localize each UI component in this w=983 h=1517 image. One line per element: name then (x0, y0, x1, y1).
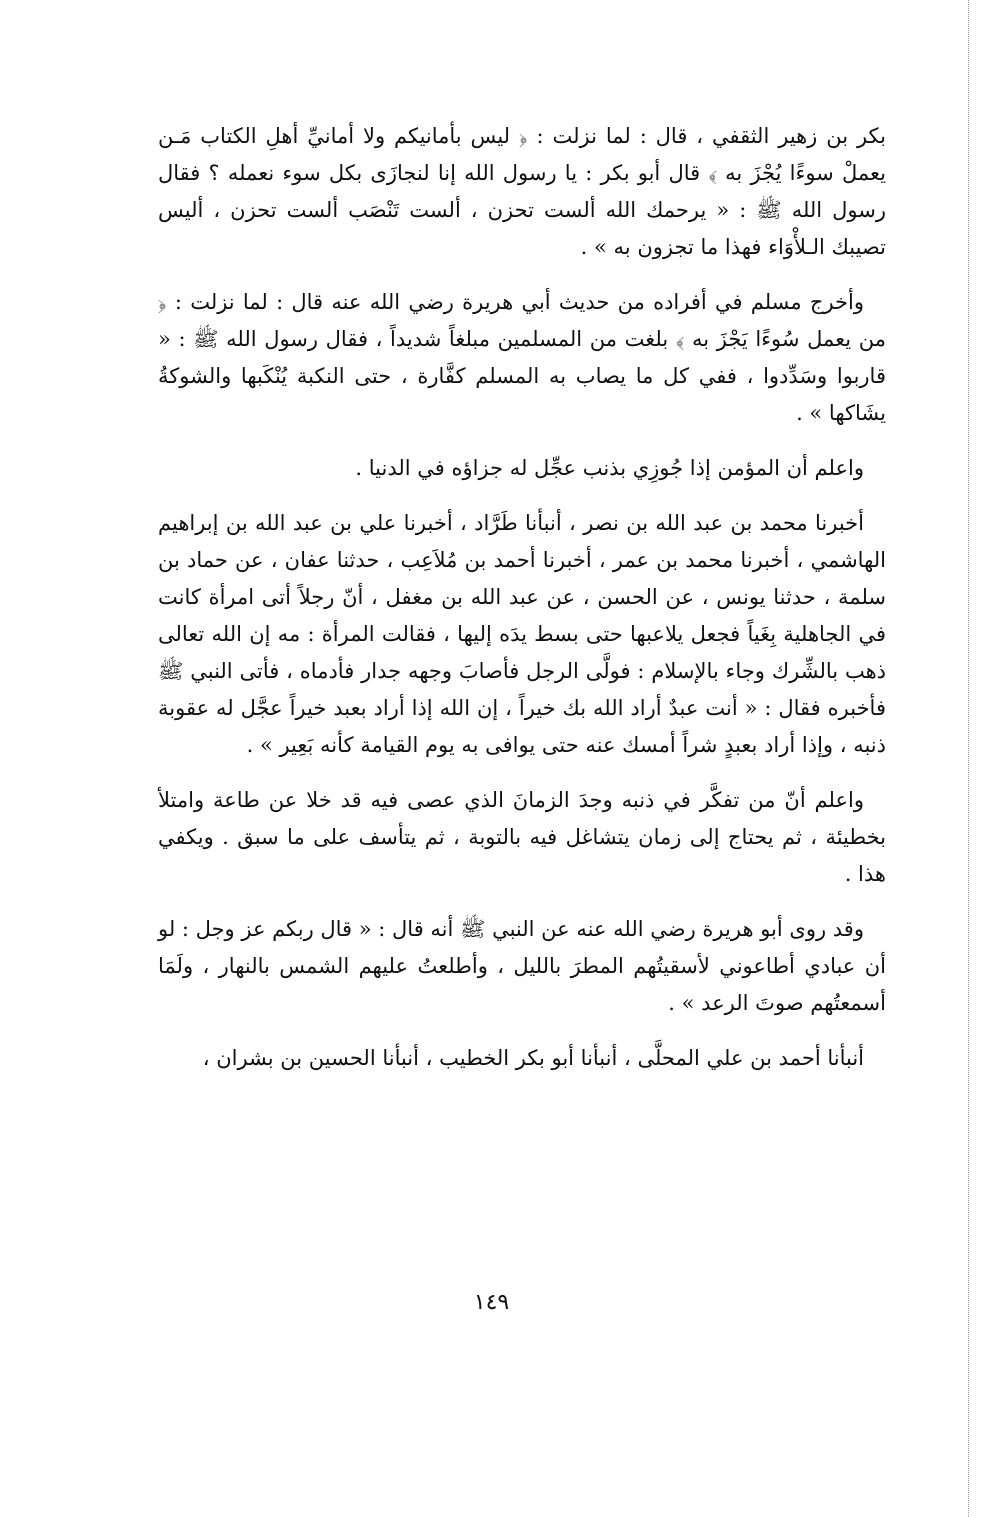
paragraph-4: أخبرنا محمد بن عبد الله بن نصر ، أنبأنا طَرَّاد ، أخبرنا علي بن عبد الله بن إبراهيم الهاشمي ، أخبرنا محمد بن عمر ، أخبرنا أحمد بن مُلاَعِب ، حدثنا عفان ، عن حماد بن سلمة ، حدثنا يونس ، عن الحسن ، عن عبد الله بن مغفل ، أنّ رجلاً أتى امرأة كانت في الجاهلية بِغَياً فجعل يلاعبها حتى بسط يدَه إليها ، فقالت المرأة : مه إن الله تعالى ذهب بالشِّرك وجاء بالإسلام : فولَّى الرجل فأصابَ وجهه جدار فأدماه ، فأتى النبي ﷺ فأخبره فقال : « أنت عبدٌ أراد الله بك خيراً ، إن الله إذا أراد بعبد خيراً عجَّل له عقوبة ذنبه ، وإذا أراد بعبدٍ شراً أمسك عنه حتى يوافى به يوم القيامة كأنه بَعِير » . (158, 511, 886, 757)
paragraph-5: واعلم أنّ من تفكَّر في ذنبه وجدَ الزمانَ الذي عصى فيه قد خلا عن طاعة وامتلأ بخطيئة ، ثم يحتاج إلى زمان يتشاغل فيه بالتوبة ، ثم يتأسف على ما سبق . ويكفي هذا . (158, 788, 886, 886)
paragraph-2: وأخرج مسلم في أفراده من حديث أبي هريرة رضي الله عنه قال : لما نزلت : ﴿ من يعمل سُوءًا يَجْزَ به ﴾ بلغت من المسلمين مبلغاً شديداً ، فقال رسول الله ﷺ : « قاربوا وسَدِّدوا ، ففي كل ما يصاب به المسلم كفَّارة ، حتى النكبة يُنْكَبها والشوكةُ يشَاكها » . (158, 290, 886, 425)
body-text (158, 118, 886, 1077)
paragraph-1: بكر بن زهير الثقفي ، قال : لما نزلت : ﴿ ليس بأمانيكم ولا أمانيِّ أهلِ الكتاب مَـن يعملْ سوءًا يُجْزَ به ﴾ قال أبو بكر : يا رسول الله إنا لنجازَى بكل سوء نعمله ؟ فقال رسول الله ﷺ : « يرحمك الله ألست تحزن ، ألست تَنْصَب ألست تحزن ، أليس تصيبك الـلأْوَاء فهذا ما تجزون به » . (158, 124, 886, 259)
paragraph-7: أنبأنا أحمد بن علي المحلَّى ، أنبأنا أبو بكر الخطيب ، أنبأنا الحسين بن بشران ، (202, 1046, 864, 1070)
paragraph-3: واعلم أن المؤمن إذا جُوزِي بذنب عجِّل له جزاؤه في الدنيا . (355, 456, 864, 480)
paragraph-6: وقد روى أبو هريرة رضي الله عنه عن النبي ﷺ أنه قال : « قال ربكم عز وجل : لو أن عبادي أطاعوني لأسقيتُهم المطرَ بالليل ، وأطلعتُ عليهم الشمس بالنهار ، ولَمَا أسمعتُهم صوتَ الرعد » . (158, 917, 886, 1015)
page-number: ١٤٩ (473, 1290, 510, 1315)
